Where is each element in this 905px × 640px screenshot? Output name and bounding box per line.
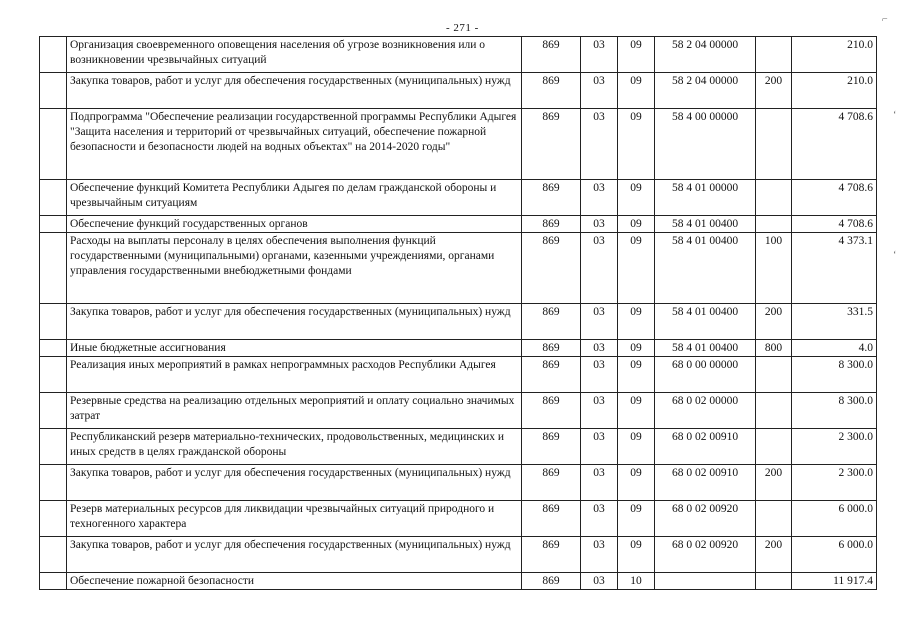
cell-csr: 58 4 01 00400 [655, 304, 756, 340]
row-margin-cell [40, 233, 67, 304]
cell-vr: 200 [756, 537, 792, 573]
cell-rz: 03 [581, 340, 618, 357]
table-row [40, 37, 877, 73]
row-margin-cell [40, 37, 67, 73]
cell-rz: 03 [581, 109, 618, 180]
cell-pr: 10 [618, 573, 655, 590]
cell-ved: 869 [522, 340, 581, 357]
table-row [40, 340, 877, 357]
cell-vr [756, 216, 792, 233]
cell-name: Закупка товаров, работ и услуг для обеспечения государственных (муниципальных) нужд [67, 537, 522, 573]
cell-pr: 09 [618, 37, 655, 73]
page-number: - 271 - [446, 22, 479, 34]
cell-ved: 869 [522, 216, 581, 233]
cell-sum: 6 000.0 [792, 537, 877, 573]
cell-name: Иные бюджетные ассигнования [67, 340, 522, 357]
margin-mark: ‘ [893, 110, 897, 121]
row-margin-cell [40, 109, 67, 180]
cell-rz: 03 [581, 37, 618, 73]
cell-sum: 8 300.0 [792, 393, 877, 429]
cell-ved: 869 [522, 465, 581, 501]
cell-ved: 869 [522, 304, 581, 340]
cell-ved: 869 [522, 73, 581, 109]
cell-rz: 03 [581, 73, 618, 109]
row-margin-cell [40, 501, 67, 537]
cell-sum: 4 708.6 [792, 109, 877, 180]
table-row [40, 304, 877, 340]
cell-ved: 869 [522, 429, 581, 465]
cell-rz: 03 [581, 465, 618, 501]
cell-name: Резервные средства на реализацию отдельных мероприятий и оплату социально значимых затрат [67, 393, 522, 429]
cell-rz: 03 [581, 393, 618, 429]
cell-name: Организация своевременного оповещения населения об угрозе возникновения или о возникновении чрезвычайных ситуаций [67, 37, 522, 73]
table-row [40, 109, 877, 180]
cell-csr: 58 2 04 00000 [655, 37, 756, 73]
row-margin-cell [40, 73, 67, 109]
cell-csr: 58 4 00 00000 [655, 109, 756, 180]
cell-sum: 8 300.0 [792, 357, 877, 393]
cell-name: Закупка товаров, работ и услуг для обеспечения государственных (муниципальных) нужд [67, 73, 522, 109]
row-margin-cell [40, 180, 67, 216]
table-row [40, 233, 877, 304]
table-row [40, 573, 877, 590]
row-margin-cell [40, 573, 67, 590]
cell-csr: 58 4 01 00000 [655, 180, 756, 216]
margin-mark: ⌐ [882, 14, 888, 25]
cell-vr: 100 [756, 233, 792, 304]
row-margin-cell [40, 340, 67, 357]
cell-vr: 200 [756, 304, 792, 340]
cell-vr [756, 37, 792, 73]
cell-name: Реализация иных мероприятий в рамках непрограммных расходов Республики Адыгея [67, 357, 522, 393]
cell-csr: 58 2 04 00000 [655, 73, 756, 109]
cell-vr [756, 573, 792, 590]
cell-sum: 4 708.6 [792, 216, 877, 233]
cell-pr: 09 [618, 465, 655, 501]
cell-sum: 4 708.6 [792, 180, 877, 216]
cell-pr: 09 [618, 73, 655, 109]
budget-table [39, 36, 877, 590]
cell-ved: 869 [522, 357, 581, 393]
cell-pr: 09 [618, 393, 655, 429]
cell-pr: 09 [618, 216, 655, 233]
table-row [40, 429, 877, 465]
row-margin-cell [40, 357, 67, 393]
cell-sum: 11 917.4 [792, 573, 877, 590]
row-margin-cell [40, 537, 67, 573]
cell-rz: 03 [581, 180, 618, 216]
cell-csr: 68 0 02 00920 [655, 537, 756, 573]
cell-sum: 210.0 [792, 73, 877, 109]
cell-rz: 03 [581, 501, 618, 537]
cell-pr: 09 [618, 233, 655, 304]
cell-sum: 210.0 [792, 37, 877, 73]
table-row [40, 537, 877, 573]
row-margin-cell [40, 465, 67, 501]
cell-vr: 200 [756, 465, 792, 501]
cell-name: Обеспечение функций Комитета Республики Адыгея по делам гражданской обороны и чрезвычайным ситуациям [67, 180, 522, 216]
cell-vr [756, 429, 792, 465]
cell-sum: 2 300.0 [792, 465, 877, 501]
table-row [40, 357, 877, 393]
cell-ved: 869 [522, 501, 581, 537]
cell-vr [756, 393, 792, 429]
cell-rz: 03 [581, 216, 618, 233]
cell-ved: 869 [522, 180, 581, 216]
cell-pr: 09 [618, 180, 655, 216]
cell-csr: 58 4 01 00400 [655, 340, 756, 357]
cell-pr: 09 [618, 537, 655, 573]
cell-vr [756, 501, 792, 537]
table-row [40, 501, 877, 537]
cell-rz: 03 [581, 304, 618, 340]
cell-pr: 09 [618, 109, 655, 180]
cell-csr [655, 573, 756, 590]
cell-pr: 09 [618, 304, 655, 340]
row-margin-cell [40, 429, 67, 465]
cell-sum: 4 373.1 [792, 233, 877, 304]
cell-csr: 58 4 01 00400 [655, 216, 756, 233]
cell-vr: 200 [756, 73, 792, 109]
cell-sum: 6 000.0 [792, 501, 877, 537]
cell-csr: 68 0 02 00000 [655, 393, 756, 429]
cell-pr: 09 [618, 501, 655, 537]
row-margin-cell [40, 304, 67, 340]
cell-name: Закупка товаров, работ и услуг для обеспечения государственных (муниципальных) нужд [67, 304, 522, 340]
cell-sum: 2 300.0 [792, 429, 877, 465]
cell-sum: 331.5 [792, 304, 877, 340]
cell-vr [756, 109, 792, 180]
cell-rz: 03 [581, 233, 618, 304]
cell-csr: 68 0 02 00920 [655, 501, 756, 537]
table-row [40, 180, 877, 216]
table-row [40, 465, 877, 501]
cell-sum: 4.0 [792, 340, 877, 357]
cell-pr: 09 [618, 357, 655, 393]
cell-vr: 800 [756, 340, 792, 357]
cell-ved: 869 [522, 233, 581, 304]
cell-rz: 03 [581, 357, 618, 393]
cell-ved: 869 [522, 573, 581, 590]
cell-pr: 09 [618, 340, 655, 357]
cell-csr: 68 0 02 00910 [655, 465, 756, 501]
cell-ved: 869 [522, 37, 581, 73]
cell-csr: 68 0 02 00910 [655, 429, 756, 465]
cell-ved: 869 [522, 393, 581, 429]
cell-vr [756, 357, 792, 393]
cell-csr: 58 4 01 00400 [655, 233, 756, 304]
row-margin-cell [40, 393, 67, 429]
cell-ved: 869 [522, 537, 581, 573]
table-row [40, 216, 877, 233]
cell-pr: 09 [618, 429, 655, 465]
table-row [40, 393, 877, 429]
cell-rz: 03 [581, 537, 618, 573]
table-row [40, 73, 877, 109]
cell-name: Подпрограмма "Обеспечение реализации государственной программы Республики Адыгея "Защита населения и территорий от чрезвычайных ситуаций, обеспечение пожарной безопасности и безопасности людей на водных объектах" на 2014-2020 годы" [67, 109, 522, 180]
cell-name: Закупка товаров, работ и услуг для обеспечения государственных (муниципальных) нужд [67, 465, 522, 501]
cell-name: Обеспечение пожарной безопасности [67, 573, 522, 590]
row-margin-cell [40, 216, 67, 233]
cell-vr [756, 180, 792, 216]
cell-name: Обеспечение функций государственных органов [67, 216, 522, 233]
cell-name: Расходы на выплаты персоналу в целях обеспечения выполнения функций государственными (муниципальными) органами, казенными учреждениями, органами управления государственными внебюджетными фондами [67, 233, 522, 304]
cell-name: Республиканский резерв материально-технических, продовольственных, медицинских и иных средств в целях гражданской обороны [67, 429, 522, 465]
cell-name: Резерв материальных ресурсов для ликвидации чрезвычайных ситуаций природного и техногенного характера [67, 501, 522, 537]
margin-mark: ‘ [893, 250, 897, 261]
cell-rz: 03 [581, 573, 618, 590]
cell-rz: 03 [581, 429, 618, 465]
cell-csr: 68 0 00 00000 [655, 357, 756, 393]
cell-ved: 869 [522, 109, 581, 180]
